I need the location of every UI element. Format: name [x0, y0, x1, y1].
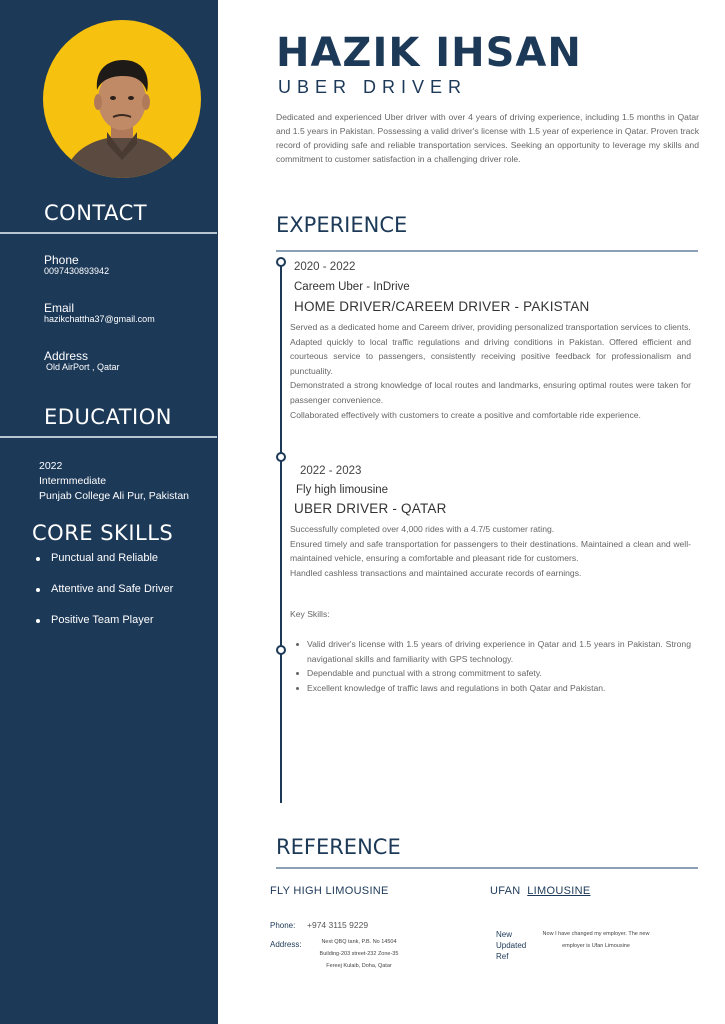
job-title: HOME DRIVER/CAREEM DRIVER - PAKISTAN	[294, 299, 590, 314]
core-skills-heading: CORE SKILLS	[32, 521, 174, 545]
education-heading: EDUCATION	[44, 405, 172, 429]
job-description-line: Adapted quickly to local traffic regulations and driving conditions in Pakistan. Offered efficient and courteous service to passengers, consistently receiving positive feedback for professionalism and punctuality.	[290, 336, 691, 376]
reference-note-label	[496, 929, 526, 962]
job-dates: 2022 - 2023	[300, 465, 362, 477]
note-label-line: Updated	[496, 941, 527, 950]
key-skill-item: Excellent knowledge of traffic laws and regulations in both Qatar and Pakistan.	[296, 681, 691, 696]
job-title: UBER DRIVER - QATAR	[294, 501, 447, 516]
reference-2-name	[490, 885, 590, 897]
candidate-name: HAZIK IHSAN	[276, 30, 582, 76]
email-value: hazikchattha37@gmail.com	[44, 314, 155, 324]
reference-address-line: Next QBQ tank, P.B. No 14504	[321, 939, 397, 945]
job-description	[290, 320, 691, 422]
job-description	[290, 522, 691, 580]
key-skill-item: Valid driver's license with 1.5 years of driving experience in Qatar and 1.5 years in Pakistan. Strong navigational skills and familiarity with GPS technology.	[296, 637, 691, 666]
education-level: Intermmediate	[39, 475, 107, 487]
key-skill-item: Dependable and punctual with a strong commitment to safety.	[296, 666, 691, 681]
experience-divider	[276, 250, 698, 252]
reference-note	[534, 928, 658, 952]
address-label: Address	[44, 349, 89, 363]
phone-label: Phone	[44, 253, 79, 267]
job-company: Careem Uber - InDrive	[294, 281, 410, 293]
reference-address-label: Address:	[270, 940, 302, 949]
reference-note-line: employer is Ufan Limousine	[562, 943, 630, 949]
education-school: Punjab College Ali Pur, Pakistan	[39, 490, 190, 502]
contact-heading: CONTACT	[44, 201, 148, 225]
note-label-line: Ref	[496, 952, 509, 961]
core-skill-item: Positive Team Player	[36, 614, 173, 645]
profile-summary: Dedicated and experienced Uber driver with over 4 years of driving experience, including 1.5 months in Qatar and 1.5 years in Pakistan. Possessing a valid driver's license with 1.5 year of experience in Qatar. Proven track record of providing safe and reliable transportation services. Seeking an opportunity to leverage my skills and commitment to customer satisfaction in a challenging driver role.	[276, 112, 699, 164]
address-value: Old AirPort , Qatar	[46, 362, 120, 372]
job-description-line: Demonstrated a strong knowledge of local routes and landmarks, ensuring optimal routes were taken for passenger convenience.	[290, 380, 691, 405]
candidate-role: UBER DRIVER	[278, 77, 468, 97]
reference-2-name-part: UFAN	[490, 885, 521, 897]
job-dates: 2020 - 2022	[294, 261, 356, 273]
job-description-line: Collaborated effectively with customers to create a positive and comfortable ride experience.	[290, 409, 641, 420]
reference-heading: REFERENCE	[276, 835, 401, 859]
reference-2-link[interactable]: LIMOUSINE	[527, 885, 591, 897]
reference-1-name: FLY HIGH LIMOUSINE	[270, 885, 389, 897]
email-label: Email	[44, 301, 75, 315]
timeline-line	[280, 262, 282, 803]
job-description-line: Handled cashless transactions and maintained accurate records of earnings.	[290, 567, 582, 578]
core-skill-item: Attentive and Safe Driver	[36, 583, 173, 614]
job-description-line: Successfully completed over 4,000 rides with a 4.7/5 customer rating.	[290, 524, 555, 534]
reference-phone-label: Phone:	[270, 921, 296, 930]
reference-address-line: Fereej Kulaib, Doha, Qatar	[326, 963, 392, 969]
reference-note-line: Now I have changed my employer. The new	[542, 931, 650, 937]
key-skills-list	[296, 637, 691, 695]
profile-photo	[43, 20, 201, 178]
education-divider	[0, 436, 217, 438]
reference-divider	[276, 867, 698, 869]
timeline-dot	[276, 257, 286, 267]
job-description-line: Ensured timely and safe transportation for passengers to their destinations. Maintained a clean and well-maintained vehicle, ensuring a comfortable and pleasant ride for customers.	[290, 538, 691, 564]
core-skills-list	[36, 552, 173, 645]
education-year: 2022	[39, 460, 63, 472]
reference-phone: +974 3115 9229	[307, 920, 369, 930]
contact-divider	[0, 232, 217, 234]
experience-heading: EXPERIENCE	[276, 213, 408, 237]
job-description-line: Served as a dedicated home and Careem driver, providing personalized transportation services to clients.	[290, 322, 691, 332]
reference-address	[307, 936, 411, 972]
timeline-dot	[276, 452, 286, 462]
phone-value: 0097430893942	[44, 266, 110, 276]
core-skill-item: Punctual and Reliable	[36, 552, 173, 583]
note-label-line: New	[496, 930, 513, 939]
reference-address-line: Building-203 street-232 Zone-35	[319, 951, 399, 957]
sidebar	[0, 0, 218, 1024]
timeline-dot	[276, 645, 286, 655]
key-skills-label: Key Skills:	[290, 609, 330, 619]
job-company: Fly high limousine	[296, 484, 389, 496]
